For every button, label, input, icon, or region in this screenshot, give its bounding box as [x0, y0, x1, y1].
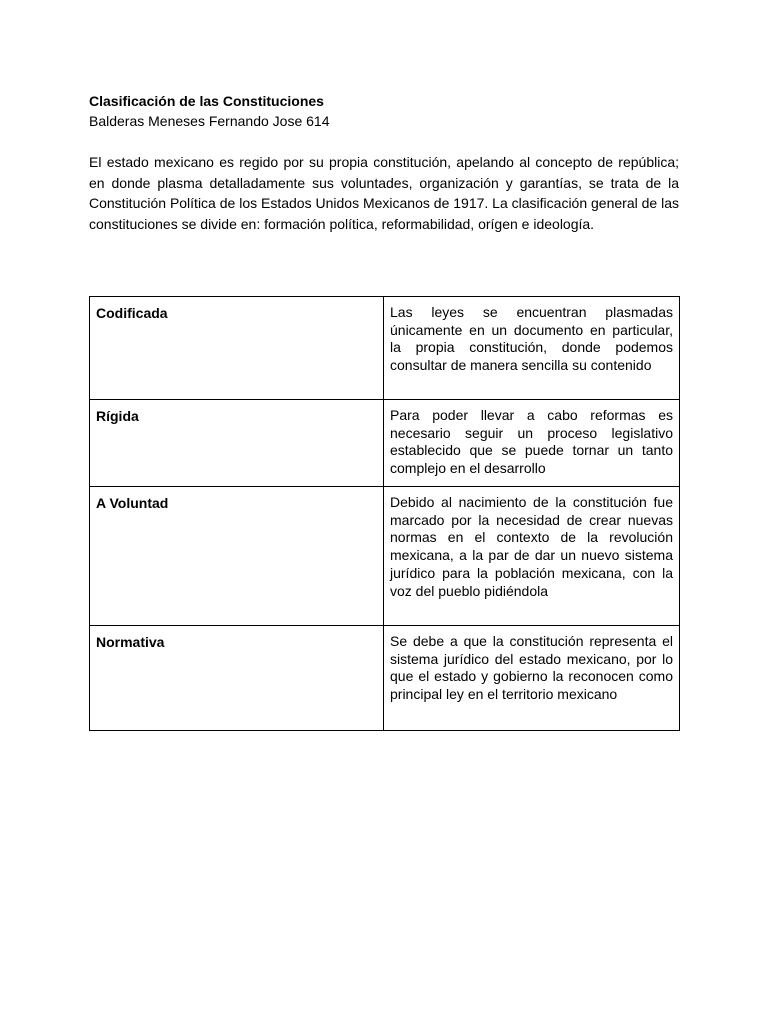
document-title: Clasificación de las Constituciones — [89, 93, 324, 109]
row-label-rigida: Rígida — [90, 400, 384, 487]
classification-table — [89, 296, 680, 731]
row-description-normativa: Se debe a que la constitución representa el sistema jurídico del estado mexicano, por lo que el estado y gobierno la reconocen como principal ley en el territorio mexicano — [384, 626, 680, 731]
row-label-normativa: Normativa — [90, 626, 384, 731]
document-header — [89, 91, 679, 235]
table-row — [90, 487, 680, 626]
table-row — [90, 400, 680, 487]
row-description-rigida: Para poder llevar a cabo reformas es necesario seguir un proceso legislativo establecido que se puede tornar un tanto complejo en el desarrollo — [384, 400, 680, 487]
row-description-codificada: Las leyes se encuentran plasmadas únicamente en un documento en particular, la propia constitución, donde podemos consultar de manera sencilla su contenido — [384, 297, 680, 400]
table-row — [90, 297, 680, 400]
document-author: Balderas Meneses Fernando Jose 614 — [89, 113, 330, 129]
row-label-codificada: Codificada — [90, 297, 384, 400]
row-label-a-voluntad: A Voluntad — [90, 487, 384, 626]
intro-paragraph: El estado mexicano es regido por su propia constitución, apelando al concepto de república; en donde plasma detalladamente sus voluntades, organización y garantías, se trata de la Constitución Política de los Estados Unidos Mexicanos de 1917. La clasificación general de las constituciones se divide en: formación política, reformabilidad, orígen e ideología. — [89, 154, 679, 233]
row-description-a-voluntad: Debido al nacimiento de la constitución fue marcado por la necesidad de crear nuevas normas en el contexto de la revolución mexicana, a la par de dar un nuevo sistema jurídico para la población mexicana, con la voz del pueblo pidiéndola — [384, 487, 680, 626]
table-row — [90, 626, 680, 731]
